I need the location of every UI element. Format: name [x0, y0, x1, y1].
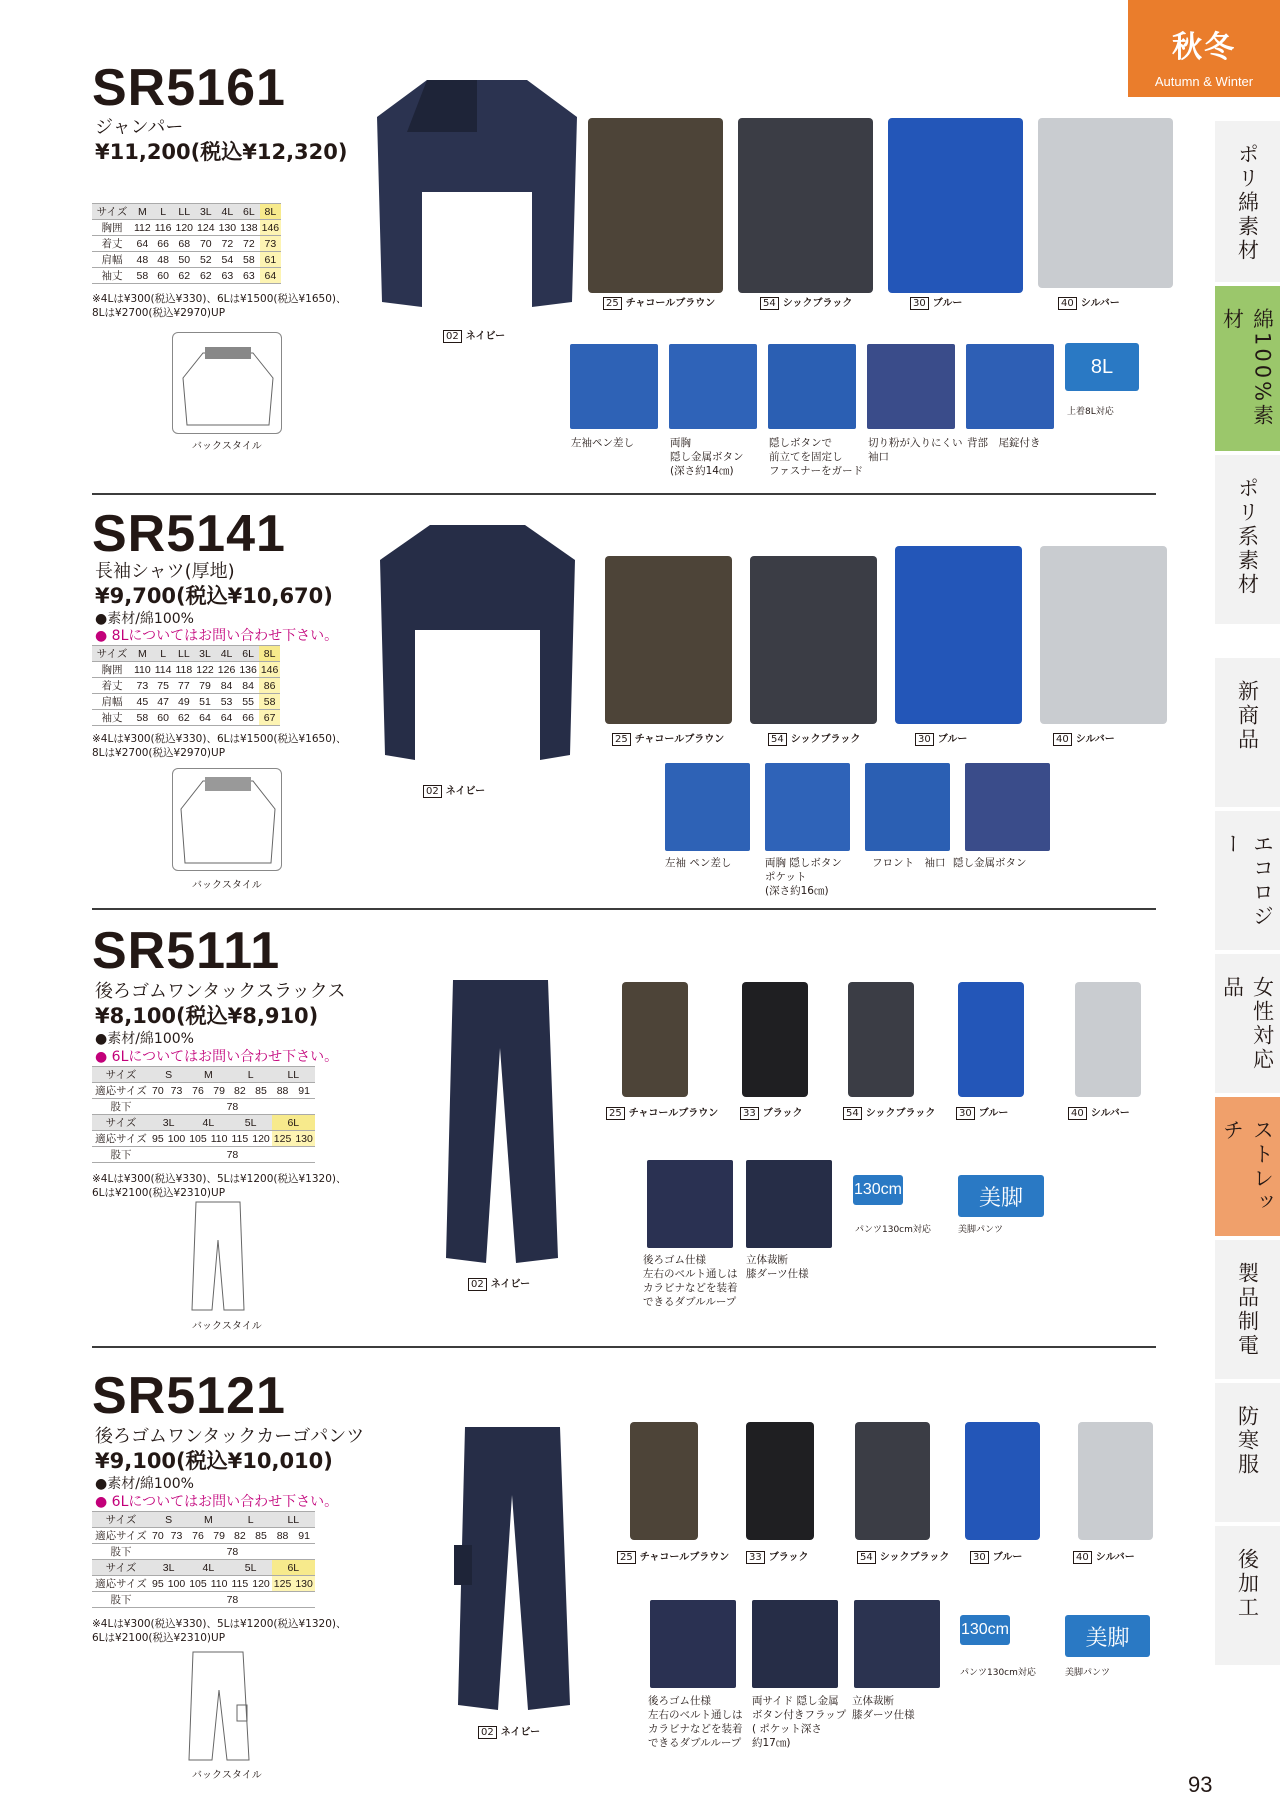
detail-caption: 後ろゴム仕様 左右のベルト通しは カラビナなどを装着 できるダブルループ	[643, 1254, 738, 1308]
variant-image-charcoal	[588, 118, 723, 293]
detail-caption: 両サイド 隠し金属 ボタン付きフラップ ( ポケット深さ 約17㎝)	[752, 1695, 847, 1749]
main-color-label: 02 ネイビー	[468, 1275, 530, 1291]
side-tab-ecology[interactable]: エコロジー	[1215, 810, 1280, 950]
season-tab	[1128, 0, 1280, 97]
product-price: ¥8,100(税込¥8,910)	[95, 1004, 319, 1028]
variant-label: 25 チャコールブラウン	[617, 1548, 729, 1564]
variant-label: 25 チャコールブラウン	[606, 1104, 718, 1120]
detail-image	[966, 344, 1054, 429]
price-note: ※4Lは¥300(税込¥330)、5Lは¥1200(税込¥1320)、 6Lは¥2100(税込¥2310)UP	[92, 1618, 347, 1644]
variant-label: 40 シルバー	[1053, 730, 1115, 746]
variant-image-chic-black	[738, 118, 873, 293]
variant-image-charcoal	[605, 556, 732, 724]
back-style-sketch	[172, 332, 282, 434]
variant-label: 54 シックブラック	[768, 730, 860, 746]
detail-image	[570, 344, 658, 429]
detail-image	[650, 1600, 736, 1688]
size-table: サイズ S M L LL 適応サイズ 70 73 76 79 82 85 88 91 股下 78 サイズ 3L 4L 5L 6L 適応サイズ 95 100 105 110 115 120 125 130 股下 78	[92, 1511, 315, 1608]
side-tab-stretch[interactable]: ストレッチ	[1215, 1096, 1280, 1236]
price-note: ※4Lは¥300(税込¥330)、6Lは¥1500(税込¥1650)、 8Lは¥2700(税込¥2970)UP	[92, 293, 347, 319]
pants-back-icon	[188, 1200, 248, 1312]
main-product-image	[375, 520, 580, 765]
detail-caption: 隠し金属ボタン	[953, 857, 1027, 869]
variant-image-blue	[888, 118, 1023, 293]
variant-label: 33 ブラック	[740, 1104, 803, 1120]
big-size-caption: 上着8L対応	[1067, 407, 1114, 417]
product-name: ジャンパー	[95, 117, 184, 138]
variant-image-silver	[1078, 1422, 1153, 1540]
variant-image-blue	[895, 546, 1022, 724]
back-style-sketch	[185, 1650, 253, 1762]
variant-label: 25 チャコールブラウン	[612, 730, 724, 746]
back-style-caption: バックスタイル	[192, 441, 262, 452]
detail-image	[865, 763, 950, 851]
main-color-label: 02 ネイビー	[478, 1723, 540, 1739]
side-tab-cold-protection[interactable]: 防寒服	[1215, 1382, 1280, 1522]
section-divider	[92, 1346, 1156, 1348]
product-name: 後ろゴムワンタックスラックス	[95, 981, 346, 1002]
detail-caption: 左袖 ペン差し	[665, 857, 732, 869]
size-table: サイズ S M L LL 適応サイズ 70 73 76 79 82 85 88 91 股下 78 サイズ 3L 4L 5L 6L 適応サイズ 95 100 105 110 115 120 125 130 股下 78	[92, 1066, 315, 1163]
material: ●素材/綿100%	[95, 1476, 194, 1492]
detail-image	[665, 763, 750, 851]
product-code: SR5161	[92, 59, 286, 117]
variant-label: 54 シックブラック	[857, 1548, 949, 1564]
pants-130cm-icon: 130cm	[853, 1175, 903, 1205]
section-divider	[92, 908, 1156, 910]
detail-image	[752, 1600, 838, 1688]
variant-label: 30 ブルー	[910, 294, 962, 310]
variant-label: 25 チャコールブラウン	[603, 294, 715, 310]
big-size-8l-icon: 8L	[1065, 343, 1139, 391]
price-note: ※4Lは¥300(税込¥330)、6Lは¥1500(税込¥1650)、 8Lは¥2700(税込¥2970)UP	[92, 733, 347, 759]
pants-130cm-icon: 130cm	[960, 1615, 1010, 1645]
bikyaku-icon: 美脚	[958, 1175, 1044, 1217]
variant-label: 40 シルバー	[1058, 294, 1120, 310]
bikyaku-caption: 美脚パンツ	[1065, 1668, 1111, 1678]
size-table: サイズ M L LL 3L 4L 6L 8L 胸囲 112 116 120 124 130 138 146 着丈 64 66 68 70 72 72 73 肩幅 48 48 50 52 54 58 61 袖丈 58 60 62 62 63 63 64	[92, 203, 281, 284]
back-style-caption: バックスタイル	[192, 1770, 262, 1781]
product-code: SR5111	[92, 922, 281, 980]
product-price: ¥9,700(税込¥10,670)	[95, 584, 333, 608]
variant-label: 30 ブルー	[956, 1104, 1008, 1120]
variant-label: 30 ブルー	[970, 1548, 1022, 1564]
bikyaku-icon: 美脚	[1065, 1615, 1150, 1657]
detail-caption: 隠しボタンで 前立てを固定し ファスナーをガード	[769, 437, 864, 477]
detail-image	[965, 763, 1050, 851]
variant-image-chic-black	[750, 556, 877, 724]
product-code: SR5141	[92, 505, 286, 563]
variant-image-charcoal	[622, 982, 688, 1097]
variant-label: 40 シルバー	[1068, 1104, 1130, 1120]
variant-image-blue	[958, 982, 1024, 1097]
side-tab-women[interactable]: 女性対応品	[1215, 953, 1280, 1093]
main-product-image	[450, 1425, 575, 1715]
variant-image-charcoal	[630, 1422, 698, 1540]
product-name: 長袖シャツ(厚地)	[95, 561, 235, 582]
side-tab-cotton100[interactable]: 綿100%素材	[1215, 285, 1280, 451]
season-label: 秋冬	[1172, 30, 1236, 65]
variant-label: 54 シックブラック	[760, 294, 852, 310]
main-color-label: 02 ネイビー	[423, 782, 485, 798]
side-tab-poly[interactable]: ポリ系素材	[1215, 454, 1280, 624]
product-price: ¥11,200(税込¥12,320)	[95, 140, 348, 164]
detail-image	[746, 1160, 832, 1248]
back-style-caption: バックスタイル	[192, 880, 262, 891]
section-divider	[92, 493, 1156, 495]
back-style-sketch	[172, 768, 282, 871]
product-code: SR5121	[92, 1367, 286, 1425]
detail-image	[768, 344, 856, 429]
variant-image-chic-black	[855, 1422, 930, 1540]
side-tab-antistatic[interactable]: 製品制電	[1215, 1239, 1280, 1379]
product-name: 後ろゴムワンタックカーゴパンツ	[95, 1426, 365, 1447]
side-tab-new[interactable]: 新商品	[1215, 657, 1280, 807]
bikyaku-caption: 美脚パンツ	[958, 1225, 1004, 1235]
size-table: サイズ M L LL 3L 4L 6L 8L 胸囲 110 114 118 122 126 136 146 着丈 73 75 77 79 84 84 86 肩幅 45 47 49 51 53 55 58 袖丈 58 60 62 64 64 66 67	[92, 645, 280, 726]
material: ●素材/綿100%	[95, 611, 194, 627]
variant-image-silver	[1075, 982, 1141, 1097]
side-tab-poly-cotton[interactable]: ポリ綿素材	[1215, 120, 1280, 282]
pants-130cm-caption: パンツ130cm対応	[855, 1225, 931, 1235]
detail-image	[854, 1600, 940, 1688]
pants-130cm-caption: パンツ130cm対応	[960, 1668, 1036, 1678]
price-note: ※4Lは¥300(税込¥330)、5Lは¥1200(税込¥1320)、 6Lは¥2100(税込¥2310)UP	[92, 1173, 347, 1199]
detail-caption: 両胸 隠し金属ボタン (深さ約14㎝)	[670, 437, 744, 477]
variant-image-chic-black	[848, 982, 914, 1097]
detail-caption: 後ろゴム仕様 左右のベルト通しは カラビナなどを装着 できるダブルループ	[648, 1695, 743, 1749]
back-style-caption: バックスタイル	[192, 1321, 262, 1332]
detail-caption: 立体裁断 膝ダーツ仕様	[746, 1254, 809, 1280]
cargo-pants-back-icon	[185, 1650, 253, 1762]
variant-label: 54 シックブラック	[843, 1104, 935, 1120]
detail-caption: フロント 袖口	[872, 857, 946, 869]
inquiry-note: ● 8Lについてはお問い合わせ下さい。	[95, 628, 339, 644]
detail-caption: 両胸 隠しボタン ポケット (深さ約16㎝)	[765, 857, 842, 897]
side-tab-post-processing[interactable]: 後加工	[1215, 1525, 1280, 1665]
detail-caption: 左袖ペン差し	[571, 437, 634, 449]
material: ●素材/綿100%	[95, 1031, 194, 1047]
variant-label: 33 ブラック	[746, 1548, 809, 1564]
detail-caption: 背部 尾錠付き	[967, 437, 1041, 449]
back-style-sketch	[188, 1200, 248, 1312]
detail-image	[867, 344, 955, 429]
detail-caption: 立体裁断 膝ダーツ仕様	[852, 1695, 915, 1721]
detail-image	[765, 763, 850, 851]
main-product-image	[438, 978, 563, 1268]
main-product-image	[372, 72, 582, 312]
detail-image	[669, 344, 757, 429]
variant-image-silver	[1038, 118, 1173, 288]
shirt-back-icon	[173, 769, 283, 869]
variant-label: 40 シルバー	[1073, 1548, 1135, 1564]
variant-image-silver	[1040, 546, 1167, 724]
inquiry-note: ● 6Lについてはお問い合わせ下さい。	[95, 1049, 339, 1065]
detail-image	[647, 1160, 733, 1248]
variant-image-blue	[965, 1422, 1040, 1540]
page-number: 93	[1188, 1772, 1213, 1797]
season-en: Autumn & Winter	[1154, 74, 1254, 89]
detail-caption: 切り粉が入りにくい 袖口	[868, 437, 963, 463]
main-color-label: 02 ネイビー	[443, 327, 505, 343]
product-price: ¥9,100(税込¥10,010)	[95, 1449, 333, 1473]
jacket-back-icon	[173, 333, 283, 433]
inquiry-note: ● 6Lについてはお問い合わせ下さい。	[95, 1494, 339, 1510]
variant-label: 30 ブルー	[915, 730, 967, 746]
variant-image-black	[746, 1422, 814, 1540]
variant-image-black	[742, 982, 808, 1097]
